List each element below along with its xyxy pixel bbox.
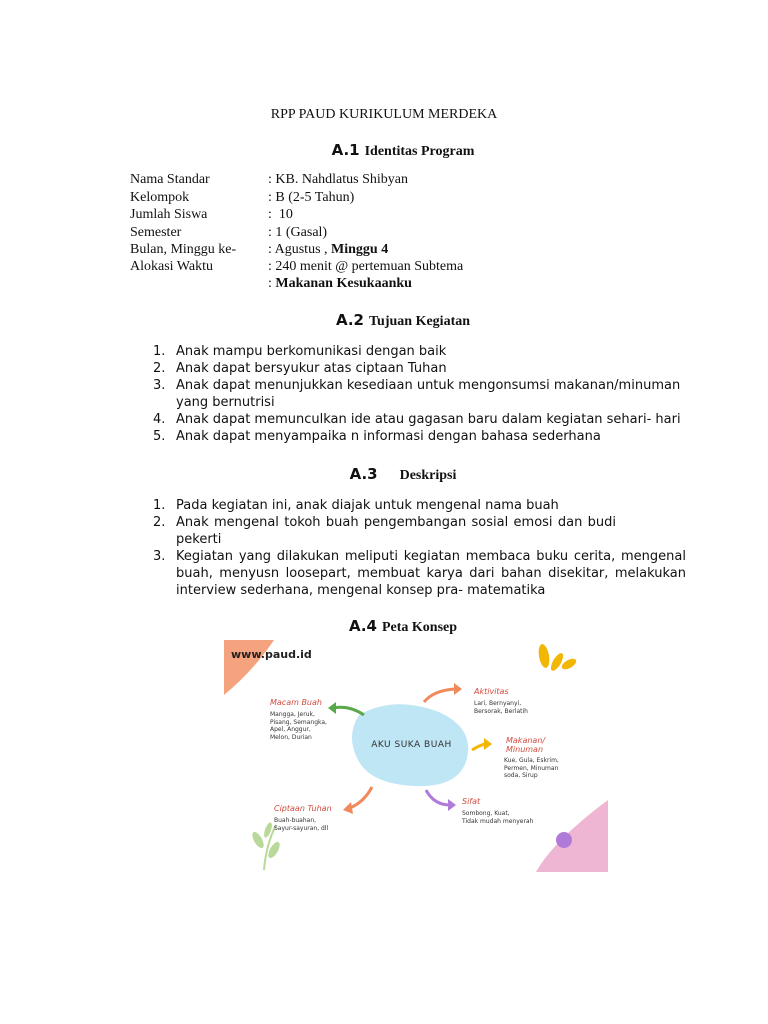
arrow-icon [426,790,456,811]
list-item: 3. Kegiatan yang dilakukan meliputi kegiatan membaca buku cerita, mengenal buah, menyusn loosepart, membuat karya dari bahan disekitar, melakukan interview sederhana, mengenal konsep pra- matematika [153,549,686,598]
section-label: Peta Konsep [381,620,458,635]
arrow-icon [424,683,462,702]
identity-value: : B (2-5 Tahun) [268,190,355,205]
identity-value: : 1 (Gasal) [268,225,328,240]
section-a4-heading [0,617,768,636]
node-line: Pisang, Semangka, [270,718,327,726]
node-line: Buah-buahan, [274,817,317,824]
identity-label: Alokasi Waktu [130,259,213,274]
pink-corner-shape [536,800,608,872]
concept-map-image [224,640,608,872]
identity-value-bold: Makanan Kesukaanku [275,276,412,291]
list-item: 5. Anak dapat menyampaika n informasi dengan bahasa sederhana [153,429,601,444]
identity-value: : 10 [268,207,293,222]
list-item-text: Anak dapat menunjukkan kesediaan untuk mengonsumsi makanan/minuman yang bernutrisi [176,378,681,410]
node-text [270,711,327,741]
node-line: Sombong, Kuat, [462,810,510,817]
list-item: 4. Anak dapat memunculkan ide atau gagasan baru dalam kegiatan sehari- hari [153,412,681,427]
identity-value [268,242,388,258]
list-item: 3. Anak dapat menunjukkan kesediaan untuk mengonsumsi makanan/minuman yang bernutrisi [153,378,681,410]
macam-buah-node [270,698,327,741]
identity-value [268,276,412,292]
identity-value-bold: Minggu 4 [331,242,389,257]
list-item-text: Anak mampu berkomunikasi dengan baik [176,344,447,359]
identity-label: Kelompok [130,190,190,205]
makanan-node [506,736,559,780]
objectives-list [154,343,716,445]
section-number: A.2 [335,311,364,329]
identity-label: Jumlah Siswa [130,207,208,222]
list-item: 1. Pada kegiatan ini, anak diajak untuk mengenal nama buah [153,498,559,513]
list-item-text: Anak dapat menyampaika n informasi dengan bahasa sederhana [176,429,601,444]
node-text [274,817,332,832]
arrow-icon [328,702,364,715]
list-item-text: Pada kegiatan ini, anak diajak untuk mengenal nama buah [176,498,559,513]
yellow-leaf-icon [537,643,578,672]
document-title: RPP PAUD KURIKULUM MERDEKA [270,107,498,122]
identity-value: : KB. Nahdlatus Shibyan [268,172,408,187]
section-number: A.1 [331,141,360,159]
identity-label: Bulan, Minggu ke- [130,242,237,257]
identity-label: Nama Standar [130,172,210,187]
node-line: Melon, Durian [270,733,312,741]
node-text [504,757,559,780]
center-label: AKU SUKA BUAH [371,740,452,750]
node-line: Kue, Gula, Eskrim, [504,757,559,764]
purple-dot-icon [556,832,572,848]
identity-value-text: : [268,276,276,291]
section-a3-heading [0,465,768,484]
node-title: Aktivitas [474,687,509,696]
node-title: Minuman [506,745,544,754]
description-list [154,497,686,599]
node-line: Tidak mudah menyerah [462,817,534,825]
section-number: A.4 [348,617,377,635]
sifat-node [462,797,533,825]
section-a2-heading [0,311,768,330]
arrow-icon [343,787,372,814]
node-text [462,810,533,825]
list-item-text: Anak dapat bersyukur atas ciptaan Tuhan [176,361,447,376]
section-label: Tujuan Kegiatan [369,314,471,329]
node-line: Lari, Bernyanyi, [474,700,522,707]
node-title: Ciptaan Tuhan [274,804,332,813]
node-title: Sifat [462,797,481,806]
aktivitas-node [474,687,528,715]
node-line: Apel, Anggur, [270,726,311,733]
section-number: A.3 [349,465,378,483]
identity-label: Semester [130,225,182,240]
identity-value-text: : Agustus , [268,242,332,257]
list-item-text: Anak dapat memunculkan ide atau gagasan baru dalam kegiatan sehari- hari [176,412,681,427]
node-title: Makanan/ [506,736,546,745]
section-a1-heading [0,141,768,160]
node-line: Bersorak, Berlatih [474,707,528,715]
section-label: Deskripsi [399,468,457,483]
arrow-icon [472,738,492,750]
list-item: 2. Anak dapat bersyukur atas ciptaan Tuhan [153,361,447,376]
node-line: Mangga, Jeruk, [270,711,315,718]
list-item-text: Anak mengenal tokoh buah pengembangan sosial emosi dan budi pekerti [176,515,616,547]
list-item: 2. Anak mengenal tokoh buah pengembangan sosial emosi dan budi pekerti [153,515,616,547]
node-title: Macam Buah [270,698,322,707]
node-line: Permen, Minuman [504,764,559,772]
section-label: Identitas Program [364,144,475,159]
list-item-text: Kegiatan yang dilakukan meliputi kegiatan membaca buku cerita, mengenal buah, menyusn loosepart, membuat karya dari bahan disekitar, melakukan interview sederhana, mengenal konsep pra- matematika [176,549,686,598]
site-label: www.paud.id [231,648,312,661]
identity-value: : 240 menit @ pertemuan Subtema [268,259,464,274]
node-text [474,700,528,715]
node-line: soda, Sirup [504,772,538,779]
node-line: Sayur-sayuran, dll [274,824,329,832]
list-item: 1. Anak mampu berkomunikasi dengan baik [153,344,447,359]
ciptaan-tuhan-node [274,804,332,832]
